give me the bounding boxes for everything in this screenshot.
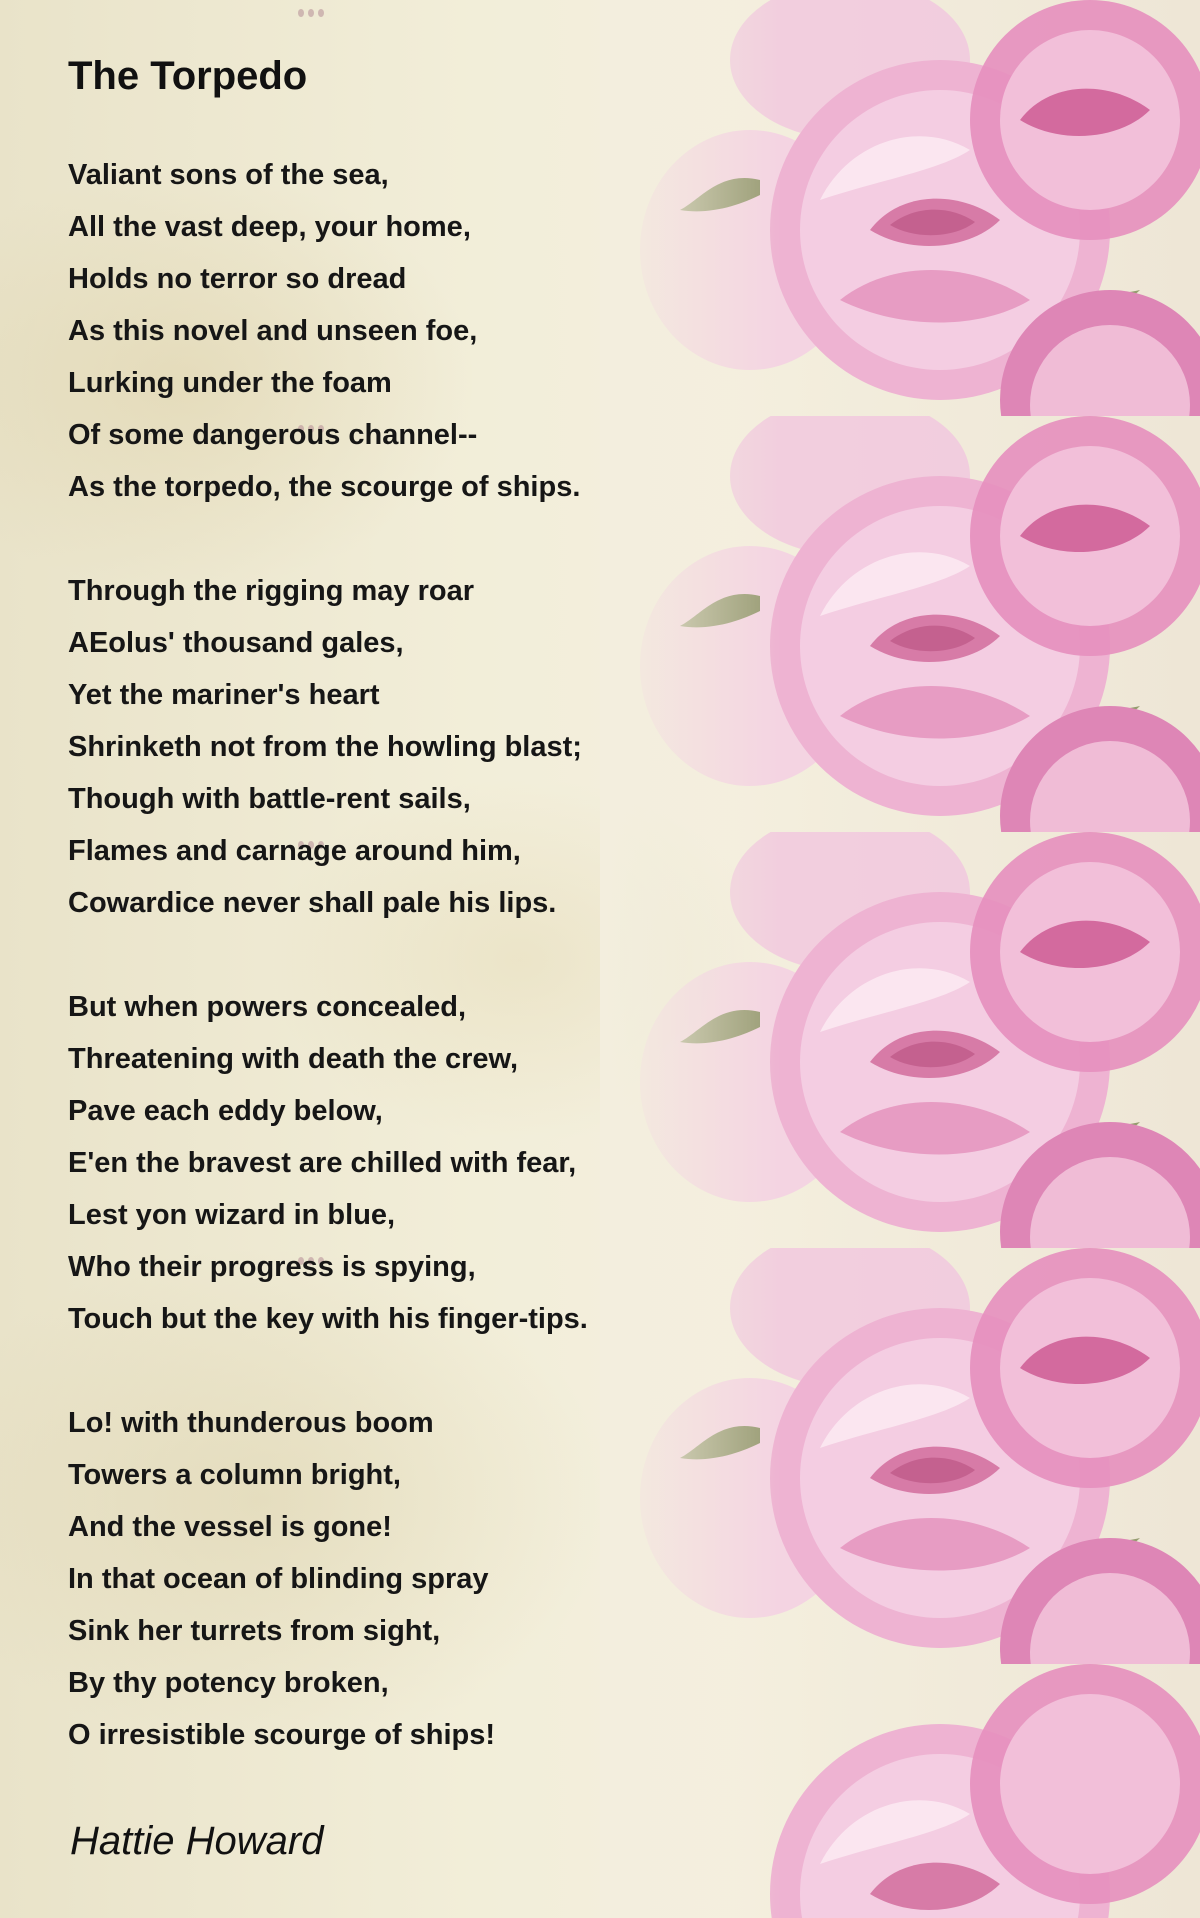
poem-line: Though with battle-rent sails, [68,783,471,815]
poem-line: Lurking under the foam [68,367,392,399]
poem-line: Holds no terror so dread [68,263,407,295]
poem-line: AEolus' thousand gales, [68,627,404,659]
poem-line: Towers a column bright, [68,1459,401,1491]
poem-line: Through the rigging may roar [68,575,475,607]
poem-line: Pave each eddy below, [68,1095,383,1127]
poem-line: Who their progress is spying, [68,1251,476,1283]
poem-line: Cowardice never shall pale his lips. [68,887,557,919]
poem-line: By thy potency broken, [68,1667,389,1699]
poem-line: Yet the mariner's heart [68,679,380,711]
poem-line: Flames and carnage around him, [68,835,521,867]
poem-title: The Torpedo [68,54,308,98]
poem-line: In that ocean of blinding spray [68,1563,489,1595]
poem-line: Touch but the key with his finger-tips. [68,1303,588,1335]
poem-line: And the vessel is gone! [68,1511,392,1543]
poem-line: Sink her turrets from sight, [68,1615,441,1647]
poem-line: O irresistible scourge of ships! [68,1719,496,1751]
stanza-1 [68,149,688,513]
stanza-4 [68,1397,688,1761]
poem-line: Valiant sons of the sea, [68,159,389,191]
stanza-2 [68,565,688,929]
poem-line: Of some dangerous channel-- [68,419,478,451]
poem-line: Threatening with death the crew, [68,1043,519,1075]
stanza-3 [68,981,688,1345]
poem-author: Hattie Howard [70,1819,324,1863]
poem-line: Shrinketh not from the howling blast; [68,731,582,763]
poem-line: All the vast deep, your home, [68,211,471,243]
poem-line: Lest yon wizard in blue, [68,1199,396,1231]
poem-line: As the torpedo, the scourge of ships. [68,471,581,503]
poem-line: But when powers concealed, [68,991,467,1023]
poem-line: Lo! with thunderous boom [68,1407,434,1439]
poem-line: E'en the bravest are chilled with fear, [68,1147,577,1179]
poem-line: As this novel and unseen foe, [68,315,478,347]
